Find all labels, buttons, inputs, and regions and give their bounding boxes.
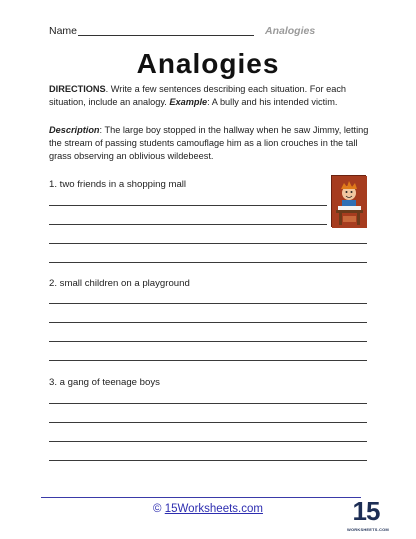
example-text: : A bully and his intended victim. <box>207 97 338 107</box>
question-3: 3. a gang of teenage boys <box>49 377 160 388</box>
logo-number: 15 <box>352 496 380 526</box>
example-label: Example <box>169 97 208 107</box>
description-label: Description <box>49 125 100 135</box>
student-illustration <box>331 175 366 227</box>
answer-line-3c[interactable] <box>49 441 367 442</box>
answer-line-2d[interactable] <box>49 360 367 361</box>
directions-label: DIRECTIONS <box>49 84 106 94</box>
answer-line-2b[interactable] <box>49 322 367 323</box>
answer-line-3b[interactable] <box>49 422 367 423</box>
student-at-desk-icon <box>332 176 367 228</box>
answer-line-3d[interactable] <box>49 460 367 461</box>
answer-line-2c[interactable] <box>49 341 367 342</box>
footer-divider <box>41 497 361 498</box>
answer-line-1c[interactable] <box>49 243 367 244</box>
question-2: 2. small children on a playground <box>49 278 190 289</box>
page-title: Analogies <box>136 48 280 79</box>
brand-logo[interactable] <box>347 496 389 535</box>
copyright-icon: © <box>153 503 162 515</box>
directions-text: . Write a few sentences describing each situation. For each situation, include an analogy. <box>49 84 347 107</box>
answer-line-2a[interactable] <box>49 303 367 304</box>
worksheet-header <box>49 24 369 40</box>
directions-paragraph <box>49 83 379 109</box>
description-text: : The large boy stopped in the hallway when he saw Jimmy, letting the stream of passing students camouflage him as a lion crouches in the tall grass observing an oblivious wildebeest. <box>49 125 369 161</box>
name-input-line[interactable] <box>78 35 254 36</box>
running-title: Analogies <box>265 25 316 37</box>
question-1: 1. two friends in a shopping mall <box>49 179 187 190</box>
site-link[interactable]: 15Worksheets.com <box>164 503 263 515</box>
name-label: Name <box>49 25 78 37</box>
answer-line-1a[interactable] <box>49 205 327 206</box>
answer-line-1b[interactable] <box>49 224 327 225</box>
logo-subtext: WORKSHEETS.COM <box>347 527 389 532</box>
answer-line-3a[interactable] <box>49 403 367 404</box>
answer-line-1d[interactable] <box>49 262 367 263</box>
description-paragraph <box>49 124 379 163</box>
